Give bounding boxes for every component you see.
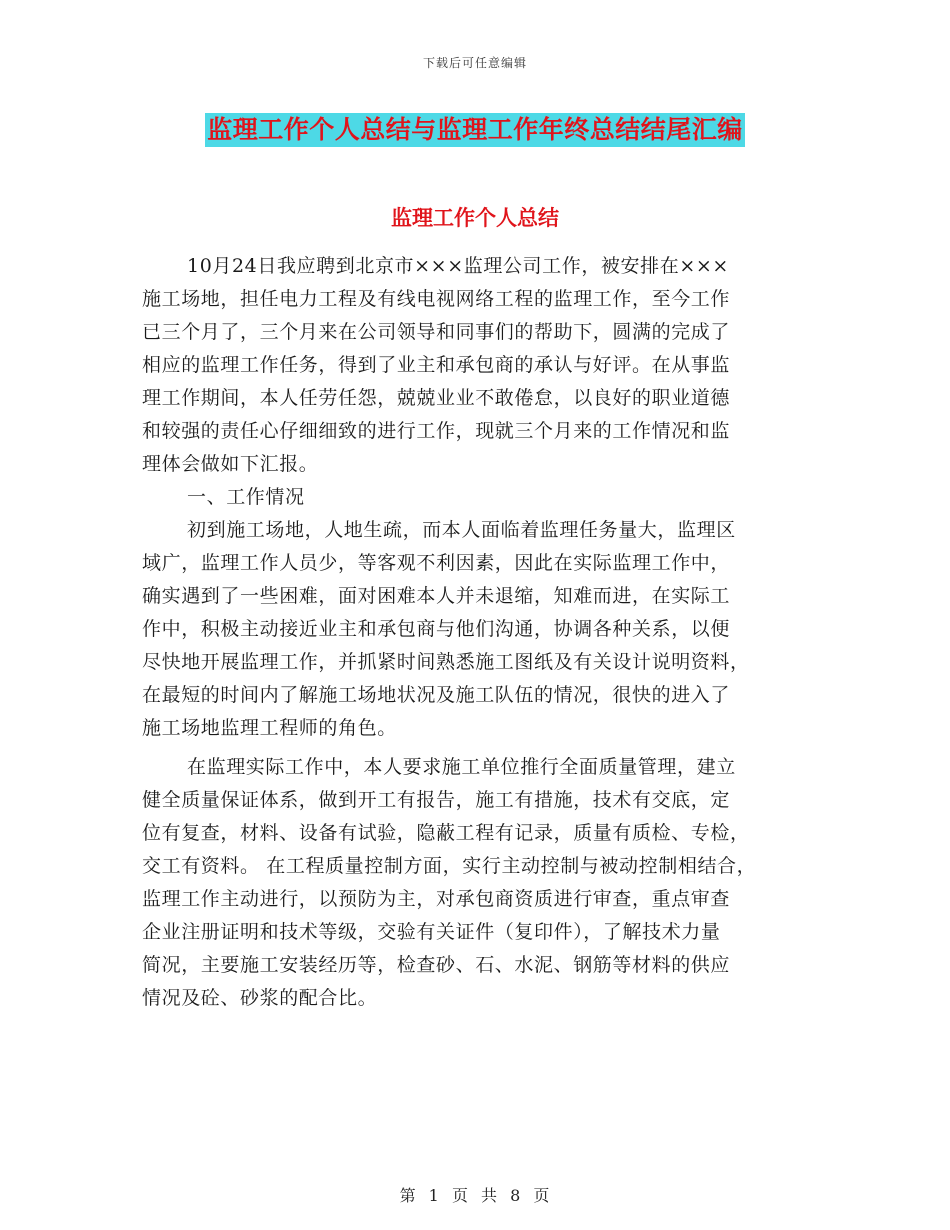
paragraph-line: 位有复查，材料、设备有试验，隐蔽工程有记录，质量有质检、专检， bbox=[142, 822, 750, 844]
paragraph-line: 施工场地监理工程师的角色。 bbox=[142, 717, 397, 739]
body-text bbox=[142, 250, 814, 1015]
paragraph-line: 健全质量保证体系，做到开工有报告，施工有措施，技术有交底，定 bbox=[142, 789, 731, 811]
paragraph-line: 和较强的责任心仔细细致的进行工作，现就三个月来的工作情况和监 bbox=[142, 420, 731, 442]
header-note: 下载后可任意编辑 bbox=[422, 56, 527, 70]
paragraph-line: 理工作期间，本人任劳任怨，兢兢业业不敢倦怠，以良好的职业道德 bbox=[142, 387, 731, 409]
paragraph-line: 监理工作主动进行，以预防为主，对承包商资质进行审查，重点审查 bbox=[142, 888, 731, 910]
paragraph-line: 在最短的时间内了解施工场地状况及施工队伍的情况，很快的进入了 bbox=[142, 684, 731, 706]
paragraph-line: 初到施工场地，人地生疏，而本人面临着监理任务量大，监理区 bbox=[187, 519, 736, 541]
paragraph-line: 已三个月了，三个月来在公司领导和同事们的帮助下，圆满的完成了 bbox=[142, 321, 731, 343]
paragraph-line: 域广，监理工作人员少，等客观不利因素，因此在实际监理工作中， bbox=[142, 552, 731, 574]
paragraph-line: 在监理实际工作中，本人要求施工单位推行全面质量管理，建立 bbox=[187, 756, 736, 778]
paragraph-line: 尽快地开展监理工作，并抓紧时间熟悉施工图纸及有关设计说明资料， bbox=[142, 651, 750, 673]
section-heading: 一、工作情况 bbox=[187, 486, 305, 508]
paragraph-line: 交工有资料。 在工程质量控制方面，实行主动控制与被动控制相结合， bbox=[142, 855, 757, 877]
paragraph-line: 简况，主要施工安装经历等，检查砂、石、水泥、钢筋等材料的供应 bbox=[142, 954, 731, 976]
section-title: 监理工作个人总结 bbox=[391, 206, 559, 230]
paragraph-line: 确实遇到了一些困难，面对困难本人并未退缩，知难而进，在实际工 bbox=[142, 585, 731, 607]
paragraph-line: 作中，积极主动接近业主和承包商与他们沟通，协调各种关系，以便 bbox=[142, 618, 731, 640]
paragraph-line: 10月24日我应聘到北京市×××监理公司工作，被安排在××× bbox=[187, 255, 729, 277]
document-title: 监理工作个人总结与监理工作年终总结结尾汇编 bbox=[205, 113, 745, 147]
paragraph-line: 理体会做如下汇报。 bbox=[142, 453, 319, 475]
paragraph-line: 企业注册证明和技术等级，交验有关证件（复印件），了解技术力量 bbox=[142, 921, 721, 943]
page-number-footer: 第 1 页 共 8 页 bbox=[399, 1186, 551, 1205]
paragraph-line: 相应的监理工作任务，得到了业主和承包商的承认与好评。在从事监 bbox=[142, 354, 731, 376]
paragraph-line: 情况及砼、砂浆的配合比。 bbox=[142, 987, 378, 1009]
main-title-wrap bbox=[0, 113, 950, 147]
paragraph-line: 施工场地，担任电力工程及有线电视网络工程的监理工作，至今工作 bbox=[142, 288, 731, 310]
